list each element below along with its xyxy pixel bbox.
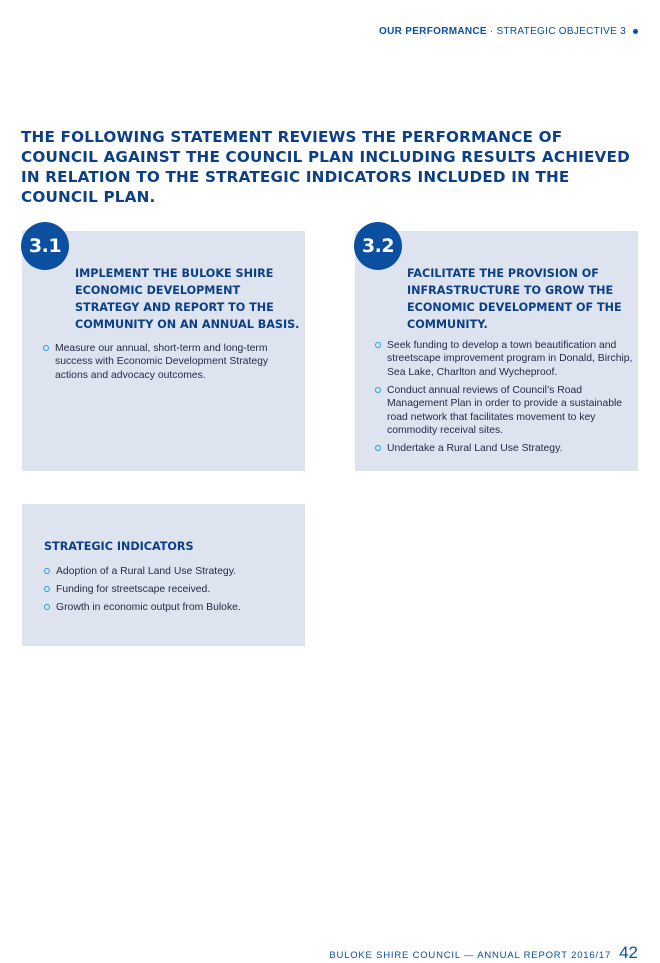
page-footer <box>329 943 638 963</box>
page-header <box>379 26 638 37</box>
bullet-circle-icon <box>43 345 49 351</box>
list-item <box>44 583 299 596</box>
list-item <box>44 601 299 614</box>
list-item-text: Adoption of a Rural Land Use Strategy. <box>56 566 237 577</box>
bullet-circle-icon <box>375 445 381 451</box>
list-item-text: Measure our annual, short-term and long-term success with Economic Development Strategy actions and advocacy outcomes. <box>55 343 269 381</box>
header-section: OUR PERFORMANCE <box>379 26 487 37</box>
objective-list-3-1 <box>43 342 298 387</box>
header-separator: · <box>489 26 494 37</box>
strategic-indicators-list <box>44 565 299 619</box>
bullet-circle-icon <box>44 604 50 610</box>
list-item-text: Seek funding to develop a town beautification and streetscape improvement program in Donald, Birchip, Sea Lake, Charlton and Wycheproof. <box>387 340 633 378</box>
objective-list-3-2 <box>375 339 637 460</box>
list-item-text: Funding for streetscape received. <box>56 583 211 595</box>
bullet-circle-icon <box>375 387 381 393</box>
list-item <box>375 339 637 379</box>
bullet-circle-icon <box>44 586 50 592</box>
list-item-text: Growth in economic output from Buloke. <box>56 601 241 613</box>
list-item <box>44 565 299 578</box>
page-number: 42 <box>619 943 638 962</box>
objective-badge-3-2: 3.2 <box>354 222 402 270</box>
header-subsection: STRATEGIC OBJECTIVE 3 <box>496 26 626 37</box>
bullet-circle-icon <box>375 342 381 348</box>
header-dot-icon <box>633 29 638 34</box>
footer-text: BULOKE SHIRE COUNCIL — ANNUAL REPORT 2016/17 <box>329 950 612 961</box>
list-item-text: Undertake a Rural Land Use Strategy. <box>387 442 563 454</box>
list-item-text: Conduct annual reviews of Council’s Road Management Plan in order to provide a sustainable road network that facilitates movement to key commodity receival sites. <box>387 384 623 436</box>
list-item <box>375 442 637 455</box>
intro-statement: THE FOLLOWING STATEMENT REVIEWS THE PERFORMANCE OF COUNCIL AGAINST THE COUNCIL PLAN INCLUDING RESULTS ACHIEVED IN RELATION TO THE STRATEGIC INDICATORS INCLUDED IN THE COUNCIL PLAN. <box>21 128 630 206</box>
objective-badge-3-1: 3.1 <box>21 222 69 270</box>
list-item <box>375 384 637 438</box>
objective-title-3-2: FACILITATE THE PROVISION OF INFRASTRUCTURE TO GROW THE ECONOMIC DEVELOPMENT OF THE COMMUNITY. <box>407 267 622 331</box>
bullet-circle-icon <box>44 568 50 574</box>
objective-title-3-1: IMPLEMENT THE BULOKE SHIRE ECONOMIC DEVELOPMENT STRATEGY AND REPORT TO THE COMMUNITY ON AN ANNUAL BASIS. <box>75 267 300 331</box>
strategic-indicators-title: STRATEGIC INDICATORS <box>44 540 194 553</box>
list-item <box>43 342 298 382</box>
